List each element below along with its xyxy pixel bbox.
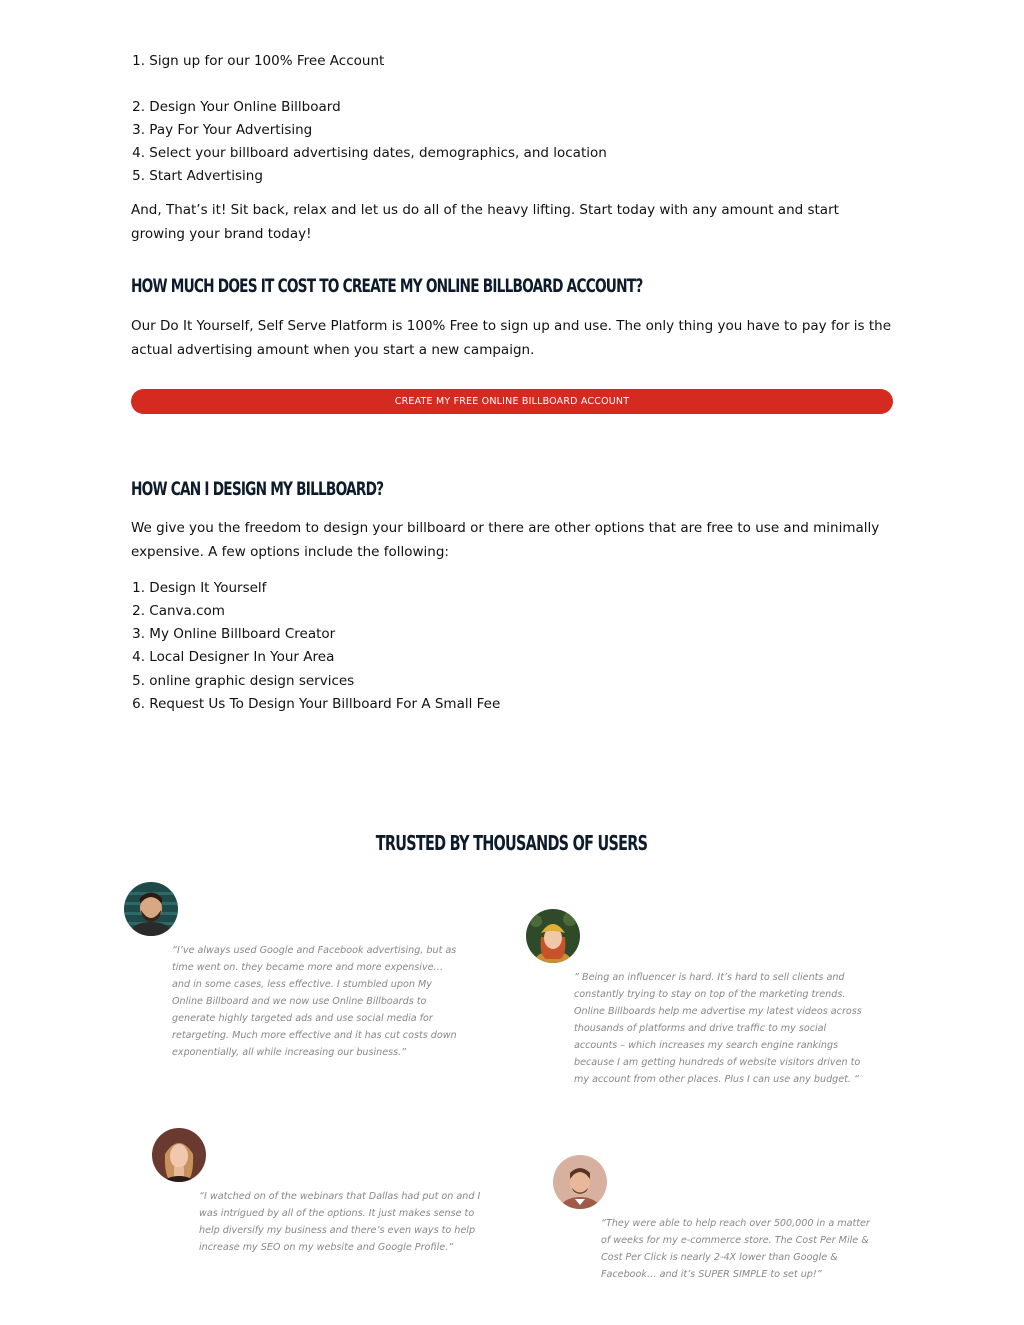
design-option-item[interactable] [131, 601, 225, 621]
testimonial-quote: “I’ve always used Google and Facebook advertising, but as time went on. they became more and more expensive… and in some cases, less effective. I stumbled upon My Online Billboard and we now use Online Billboards to generate highly targeted ads and use social media for retargeting. Much more effective and it has cut costs down exponentially, all while increasing our business.” [172, 945, 457, 1058]
graphic-design-link[interactable]: online graphic design services [149, 673, 355, 689]
list-item-text: Design Your Online Billboard [149, 99, 341, 115]
cost-paragraph: Our Do It Yourself, Self Serve Platform is 100% Free to sign up and use. The only thing you have to pay for is the actual advertising amount when you start a new campaign. [131, 318, 892, 358]
avatar [152, 1128, 206, 1182]
design-option-item [131, 578, 266, 598]
list-item-text: Pay For Your Advertising [149, 122, 313, 138]
list-item-text: Sign up for our 100% Free Account [149, 53, 385, 69]
steps-list-item [131, 120, 312, 140]
man-avatar-icon [553, 1155, 607, 1209]
create-account-button[interactable]: CREATE MY FREE ONLINE BILLBOARD ACCOUNT [131, 389, 893, 414]
list-number: 1. [132, 580, 145, 596]
list-number: 4. [132, 649, 145, 665]
steps-list-item [131, 143, 607, 163]
list-number: 5. [132, 673, 145, 689]
list-number: 3. [132, 626, 145, 642]
list-number: 5. [132, 168, 145, 184]
list-number: 1. [132, 53, 145, 69]
design-heading: HOW CAN I DESIGN MY BILLBOARD? [131, 478, 384, 500]
avatar [553, 1155, 607, 1209]
avatar [124, 882, 178, 936]
local-designer-link[interactable]: Local Designer In Your Area [149, 649, 335, 665]
testimonials-heading [0, 830, 1024, 856]
request-design-link[interactable]: Request Us To Design Your Billboard For A Small Fee [149, 696, 501, 712]
testimonials-heading-text: TRUSTED BY THOUSANDS OF USERS [376, 831, 648, 855]
list-number: 4. [132, 145, 145, 161]
list-number: 3. [132, 122, 145, 138]
testimonial-quote: “They were able to help reach over 500,000 in a matter of weeks for my e-commerce store. The Cost Per Mile & Cost Per Click is nearly 2-4X lower than Google & Facebook… and it’s SUPER SIMPLE to set up!” [601, 1218, 870, 1280]
testimonial-quote: ” Being an influencer is hard. It’s hard to sell clients and constantly trying to stay on top of the marketing trends. Online Billboards help me advertise my latest videos across thousands of platforms and drive traffic to my social accounts – which increases my search engine rankings because I am getting hundreds of website visitors driven to my account from other places. Plus I can use any budget. “ [574, 972, 862, 1085]
list-number: 2. [132, 603, 145, 619]
design-paragraph: We give you the freedom to design your billboard or there are other options that are free to use and minimally expensive. A few options include the following: [131, 520, 880, 560]
list-item-text: Start Advertising [149, 168, 263, 184]
list-number: 2. [132, 99, 145, 115]
design-option-item[interactable] [131, 671, 354, 691]
steps-list-item [131, 166, 263, 186]
man-avatar-icon [124, 882, 178, 936]
design-option-item[interactable] [131, 624, 335, 644]
billboard-creator-link[interactable]: My Online Billboard Creator [149, 626, 336, 642]
design-option-item[interactable] [131, 694, 500, 714]
steps-list-item [131, 97, 341, 117]
woman-avatar-icon [152, 1128, 206, 1182]
woman-avatar-icon [526, 909, 580, 963]
list-item-text: Design It Yourself [149, 580, 267, 596]
list-number: 6. [132, 696, 145, 712]
intro-paragraph: And, That’s it! Sit back, relax and let us do all of the heavy lifting. Start today with any amount and start growing your brand today! [131, 202, 839, 242]
cost-heading: HOW MUCH DOES IT COST TO CREATE MY ONLINE BILLBOARD ACCOUNT? [131, 275, 643, 297]
canva-link[interactable]: Canva.com [149, 603, 225, 619]
list-item-text: Select your billboard advertising dates, demographics, and location [149, 145, 607, 161]
steps-list-item [131, 51, 384, 71]
design-option-item[interactable] [131, 647, 334, 667]
avatar [526, 909, 580, 963]
testimonial-quote: “I watched on of the webinars that Dallas had put on and I was intrigued by all of the options. It just makes sense to help diversify my business and there’s even ways to help increase my SEO on my website and Google Profile.” [199, 1191, 481, 1253]
